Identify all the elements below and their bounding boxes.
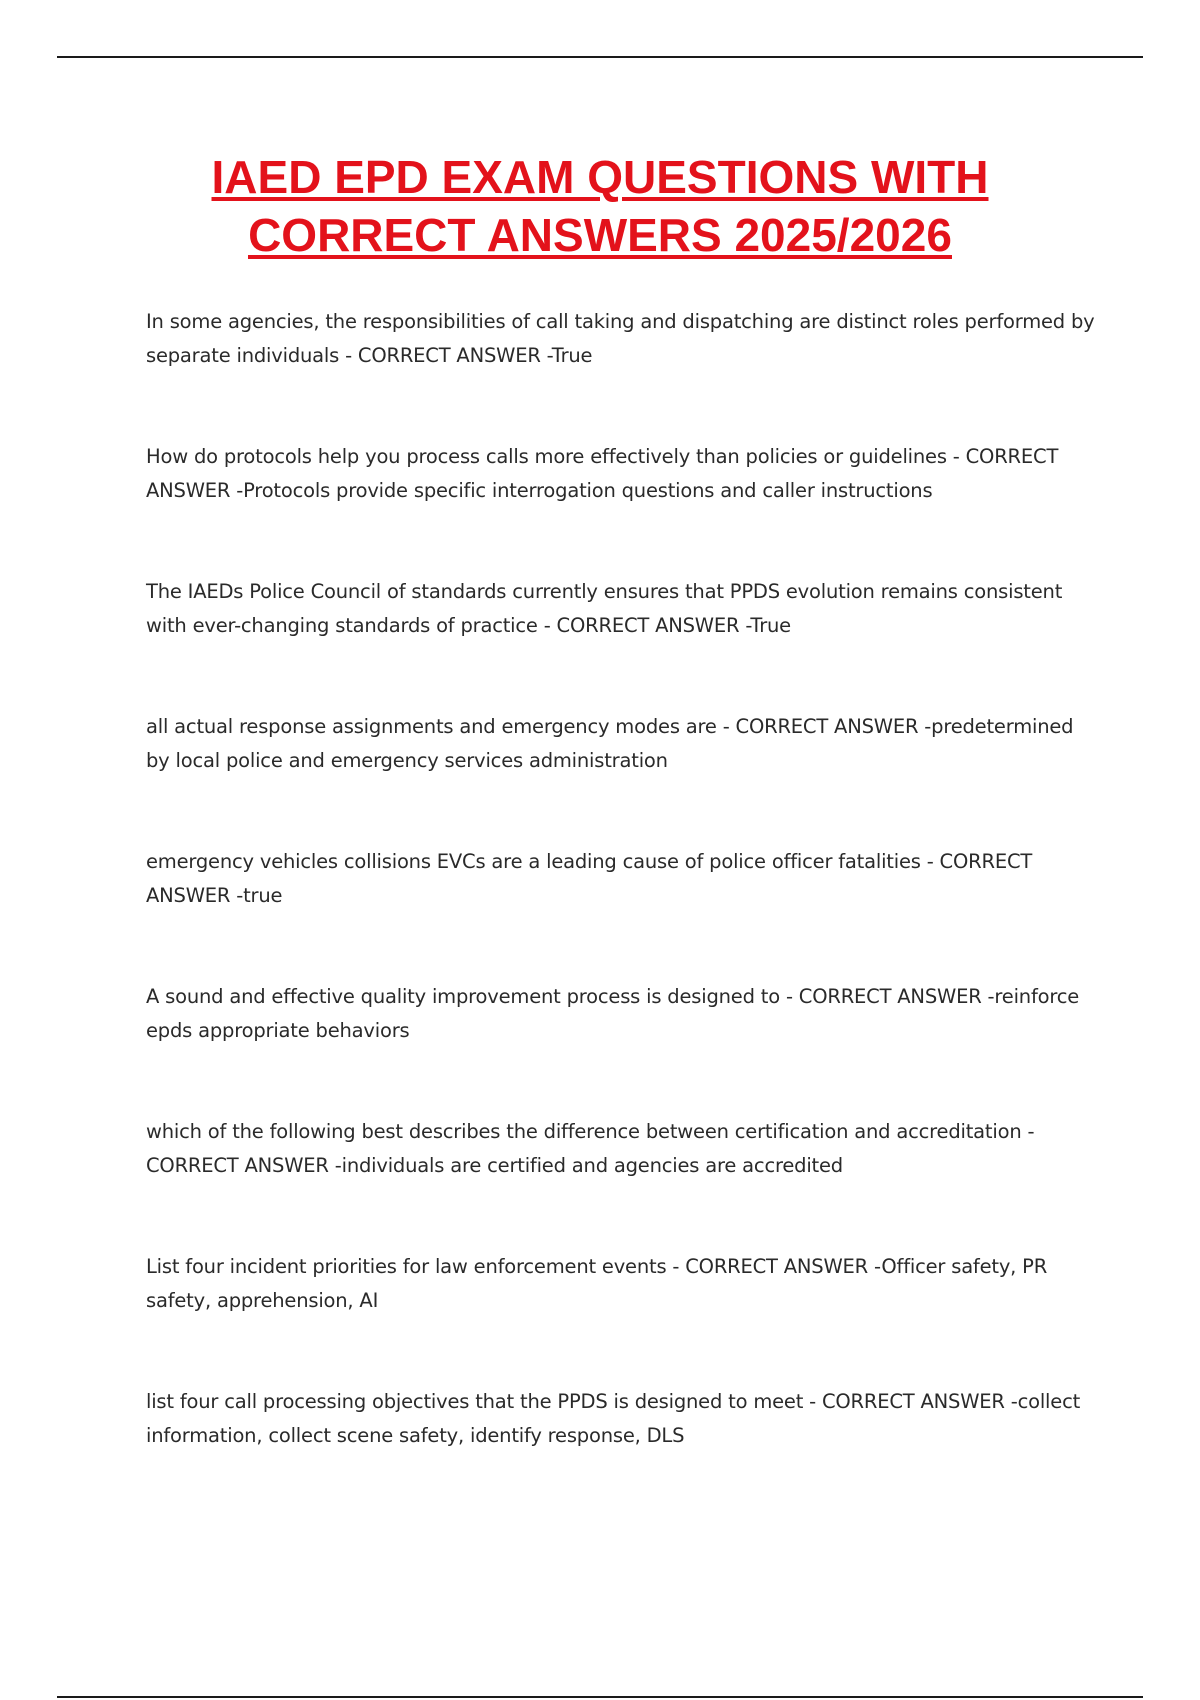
qa-item-7: which of the following best describes the difference between certification and accreditation - CORRECT ANSWER -individuals are certified and agencies are accredited <box>146 1120 1035 1177</box>
title-line-1: IAED EPD EXAM QUESTIONS WITH <box>211 151 989 203</box>
qa-list <box>146 305 1096 1520</box>
qa-item-5: emergency vehicles collisions EVCs are a leading cause of police officer fatalities - CORRECT ANSWER -true <box>146 850 1033 907</box>
qa-item-8: List four incident priorities for law enforcement events - CORRECT ANSWER -Officer safety, PR safety, apprehension, AI <box>146 1255 1048 1312</box>
qa-item-1: In some agencies, the responsibilities of call taking and dispatching are distinct roles performed by separate individuals - CORRECT ANSWER -True <box>146 310 1095 367</box>
qa-item-3: The IAEDs Police Council of standards currently ensures that PPDS evolution remains consistent with ever-changing standards of practice - CORRECT ANSWER -True <box>146 580 1063 637</box>
qa-item-2: How do protocols help you process calls more effectively than policies or guidelines - CORRECT ANSWER -Protocols provide specific interrogation questions and caller instructions <box>146 445 1059 502</box>
title-line-2: CORRECT ANSWERS 2025/2026 <box>248 209 952 261</box>
qa-item-4: all actual response assignments and emergency modes are - CORRECT ANSWER -predetermined by local police and emergency services administration <box>146 715 1074 772</box>
bottom-rule <box>57 1696 1143 1698</box>
top-rule <box>57 56 1143 58</box>
qa-item-9: list four call processing objectives that the PPDS is designed to meet - CORRECT ANSWER -collect information, collect scene safety, identify response, DLS <box>146 1390 1081 1447</box>
qa-item-6: A sound and effective quality improvement process is designed to - CORRECT ANSWER -reinforce epds appropriate behaviors <box>146 985 1080 1042</box>
document-title <box>0 148 1200 264</box>
